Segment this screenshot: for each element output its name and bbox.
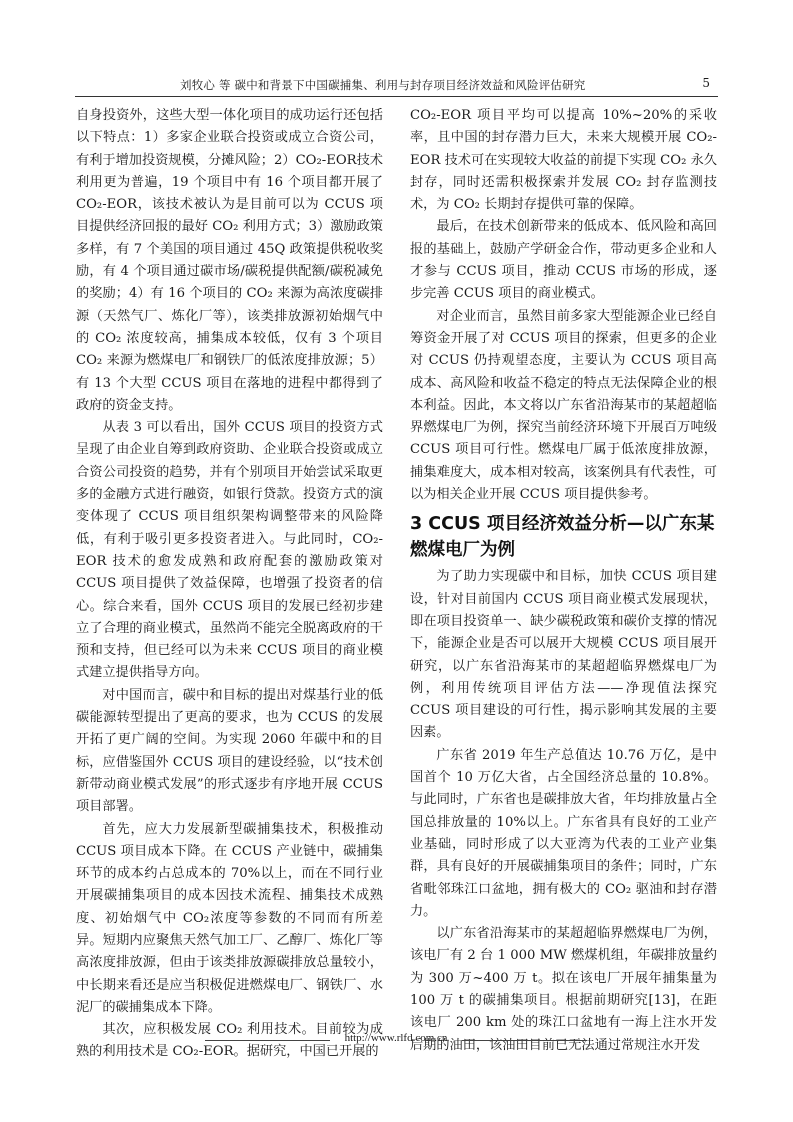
paragraph: 自身投资外，这些大型一体化项目的成功运行还包括以下特点：1）多家企业联合投资或成立合资公司，有利于增加投资规模，分摊风险；2）CO₂-EOR技术利用更为普遍，19 个项目中有 16 个项目都开展了 CO₂-EOR，该技术被认为是目前可以为 CCUS 项目提供经济回报的最好 CO₂ 利用方式；3）激励政策多样，有 7 个美国的项目通过 45Q 政策提供税收奖励，有 4 个项目通过碳市场/碳税提供配额/碳税减免的奖励；4）有 16 个项目的 CO₂ 来源为高浓度碳排源（天然气厂、炼化厂等），该类排放源初始烟气中的 CO₂ 浓度较高，捕集成本较低，仅有 3 个项目 CO₂ 来源为燃煤电厂和钢铁厂的低浓度排放源；5）有 13 个大型 CCUS 项目在落地的进程中都得到了政府的资金支持。 bbox=[76, 108, 383, 413]
paragraph: 从表 3 可以看出，国外 CCUS 项目的投资方式呈现了由企业自筹到政府资助、企业联合投资或成立合资公司投资的趋势，并有个别项目开始尝试采取更多的金融方式进行融资，如银行贷款。投资方式的演变体现了 CCUS 项目组织架构调整带来的风险降低，有利于吸引更多投资者进入。与此同时，CO₂-EOR 技术的愈发成熟和政府配套的激励政策对 CCUS 项目提供了效益保障，也增强了投资者的信心。综合来看，国外 CCUS 项目的发展已经初步建立了合理的商业模式，虽然尚不能完全脱离政府的干预和支持，但已经可以为未来 CCUS 项目的商业模式建立提供指导方向。 bbox=[76, 420, 383, 681]
footer-rule-left bbox=[205, 1040, 330, 1041]
footer-rule-right bbox=[462, 1040, 587, 1041]
paragraph: 对中国而言，碳中和目标的提出对煤基行业的低碳能源转型提出了更高的要求，也为 CCUS 的发展开拓了更广阔的空间。为实现 2060 年碳中和的目标，应借鉴国外 CCUS 项目的建设经验，以“技术创新带动商业模式发展”的形式逐步有序地开展 CCUS 项目部署。 bbox=[76, 687, 383, 815]
section-heading: 3 CCUS 项目经济效益分析—以广东某燃煤电厂为例 bbox=[410, 514, 715, 561]
left-column bbox=[76, 105, 383, 1060]
page-number: 5 bbox=[702, 76, 710, 90]
footer-url[interactable]: http://www.rlfd.com.cn bbox=[344, 1032, 448, 1044]
paragraph: 首先，应大力发展新型碳捕集技术，积极推动 CCUS 项目成本下降。在 CCUS 产业链中，碳捕集环节的成本约占总成本的 70%以上，而在不同行业开展碳捕集项目的成本因技术流程、捕集技术成熟度、初始烟气中 CO₂浓度等参数的不同而有所差异。短期内应聚焦天然气加工厂、乙醇厂、炼化厂等高浓度排放源，但由于该类排放源碳排放总量较小，中长期来看还是应当积极促进燃煤电厂、钢铁厂、水泥厂的碳捕集成本下降。 bbox=[76, 821, 383, 1015]
paragraph: 最后，在技术创新带来的低成本、低风险和高回报的基础上，鼓励产学研金合作，带动更多企业和人才参与 CCUS 项目，推动 CCUS 市场的形成，逐步完善 CCUS 项目的商业模式。 bbox=[410, 219, 717, 302]
paragraph: 为了助力实现碳中和目标，加快 CCUS 项目建设，针对目前国内 CCUS 项目商业模式发展现状，即在项目投资单一、缺少碳税政策和碳价支撑的情况下，能源企业是否可以展开大规模 CCUS 项目展开研究，以广东省沿海某市的某超超临界燃煤电厂为例，利用传统项目评估方法——净现值法探究 CCUS 项目建设的可行性，揭示影响其发展的主要因素。 bbox=[410, 569, 717, 741]
paragraph: 以广东省沿海某市的某超超临界燃煤电厂为例，该电厂有 2 台 1 000 MW 燃煤机组，年碳排放量约为 300 万~400 万 t。拟在该电厂开展年捕集量为 100 万 t 的碳捕集项目。根据前期研究[13]，在距该电厂 200 km 处的珠江口盆地有一海上注水开发后期的油田，该油田目前已无法通过常规注水开发 bbox=[410, 926, 717, 1053]
header-title: 刘牧心 等 碳中和背景下中国碳捕集、利用与封存项目经济效益和风险评估研究 bbox=[180, 78, 586, 92]
paragraph: 广东省 2019 年生产总值达 10.76 万亿，是中国首个 10 万亿大省，占全国经济总量的 10.8%。与此同时，广东省也是碳排放大省，年均排放量占全国总排放量的 10%以上。广东省具有良好的工业产业基础，同时形成了以大亚湾为代表的工业产业集群，具有良好的开展碳捕集项目的条件；同时，广东省毗邻珠江口盆地，拥有极大的 CO₂ 驱油和封存潜力。 bbox=[410, 747, 717, 919]
paragraph: CO₂-EOR 项目平均可以提高 10%~20%的采收率，且中国的封存潜力巨大，未来大规模开展 CO₂-EOR 技术可在实现较大收益的前提下实现 CO₂ 永久封存，同时还需积极探索并发展 CO₂ 封存监测技术，为 CO₂ 长期封存提供可靠的保障。 bbox=[410, 108, 717, 213]
paragraph: 其次，应积极发展 CO₂ 利用技术。目前较为成熟的利用技术是 CO₂-EOR。据研究，中国已开展的 bbox=[76, 1022, 383, 1060]
paragraph: 对企业而言，虽然目前多家大型能源企业已经自筹资金开展了对 CCUS 项目的探索，但更多的企业对 CCUS 仍持观望态度，主要认为 CCUS 项目高成本、高风险和收益不稳定的特点无法保障企业的根本利益。因此，本文将以广东省沿海某市的某超超临界燃煤电厂为例，探究当前经济环境下开展百万吨级 CCUS 项目可行性。燃煤电厂属于低浓度排放源，捕集难度大，成本相对较高，该案例具有代表性，可以为相关企业开展 CCUS 项目提供参考。 bbox=[410, 308, 717, 503]
right-column bbox=[410, 105, 717, 1053]
running-header bbox=[75, 70, 718, 97]
